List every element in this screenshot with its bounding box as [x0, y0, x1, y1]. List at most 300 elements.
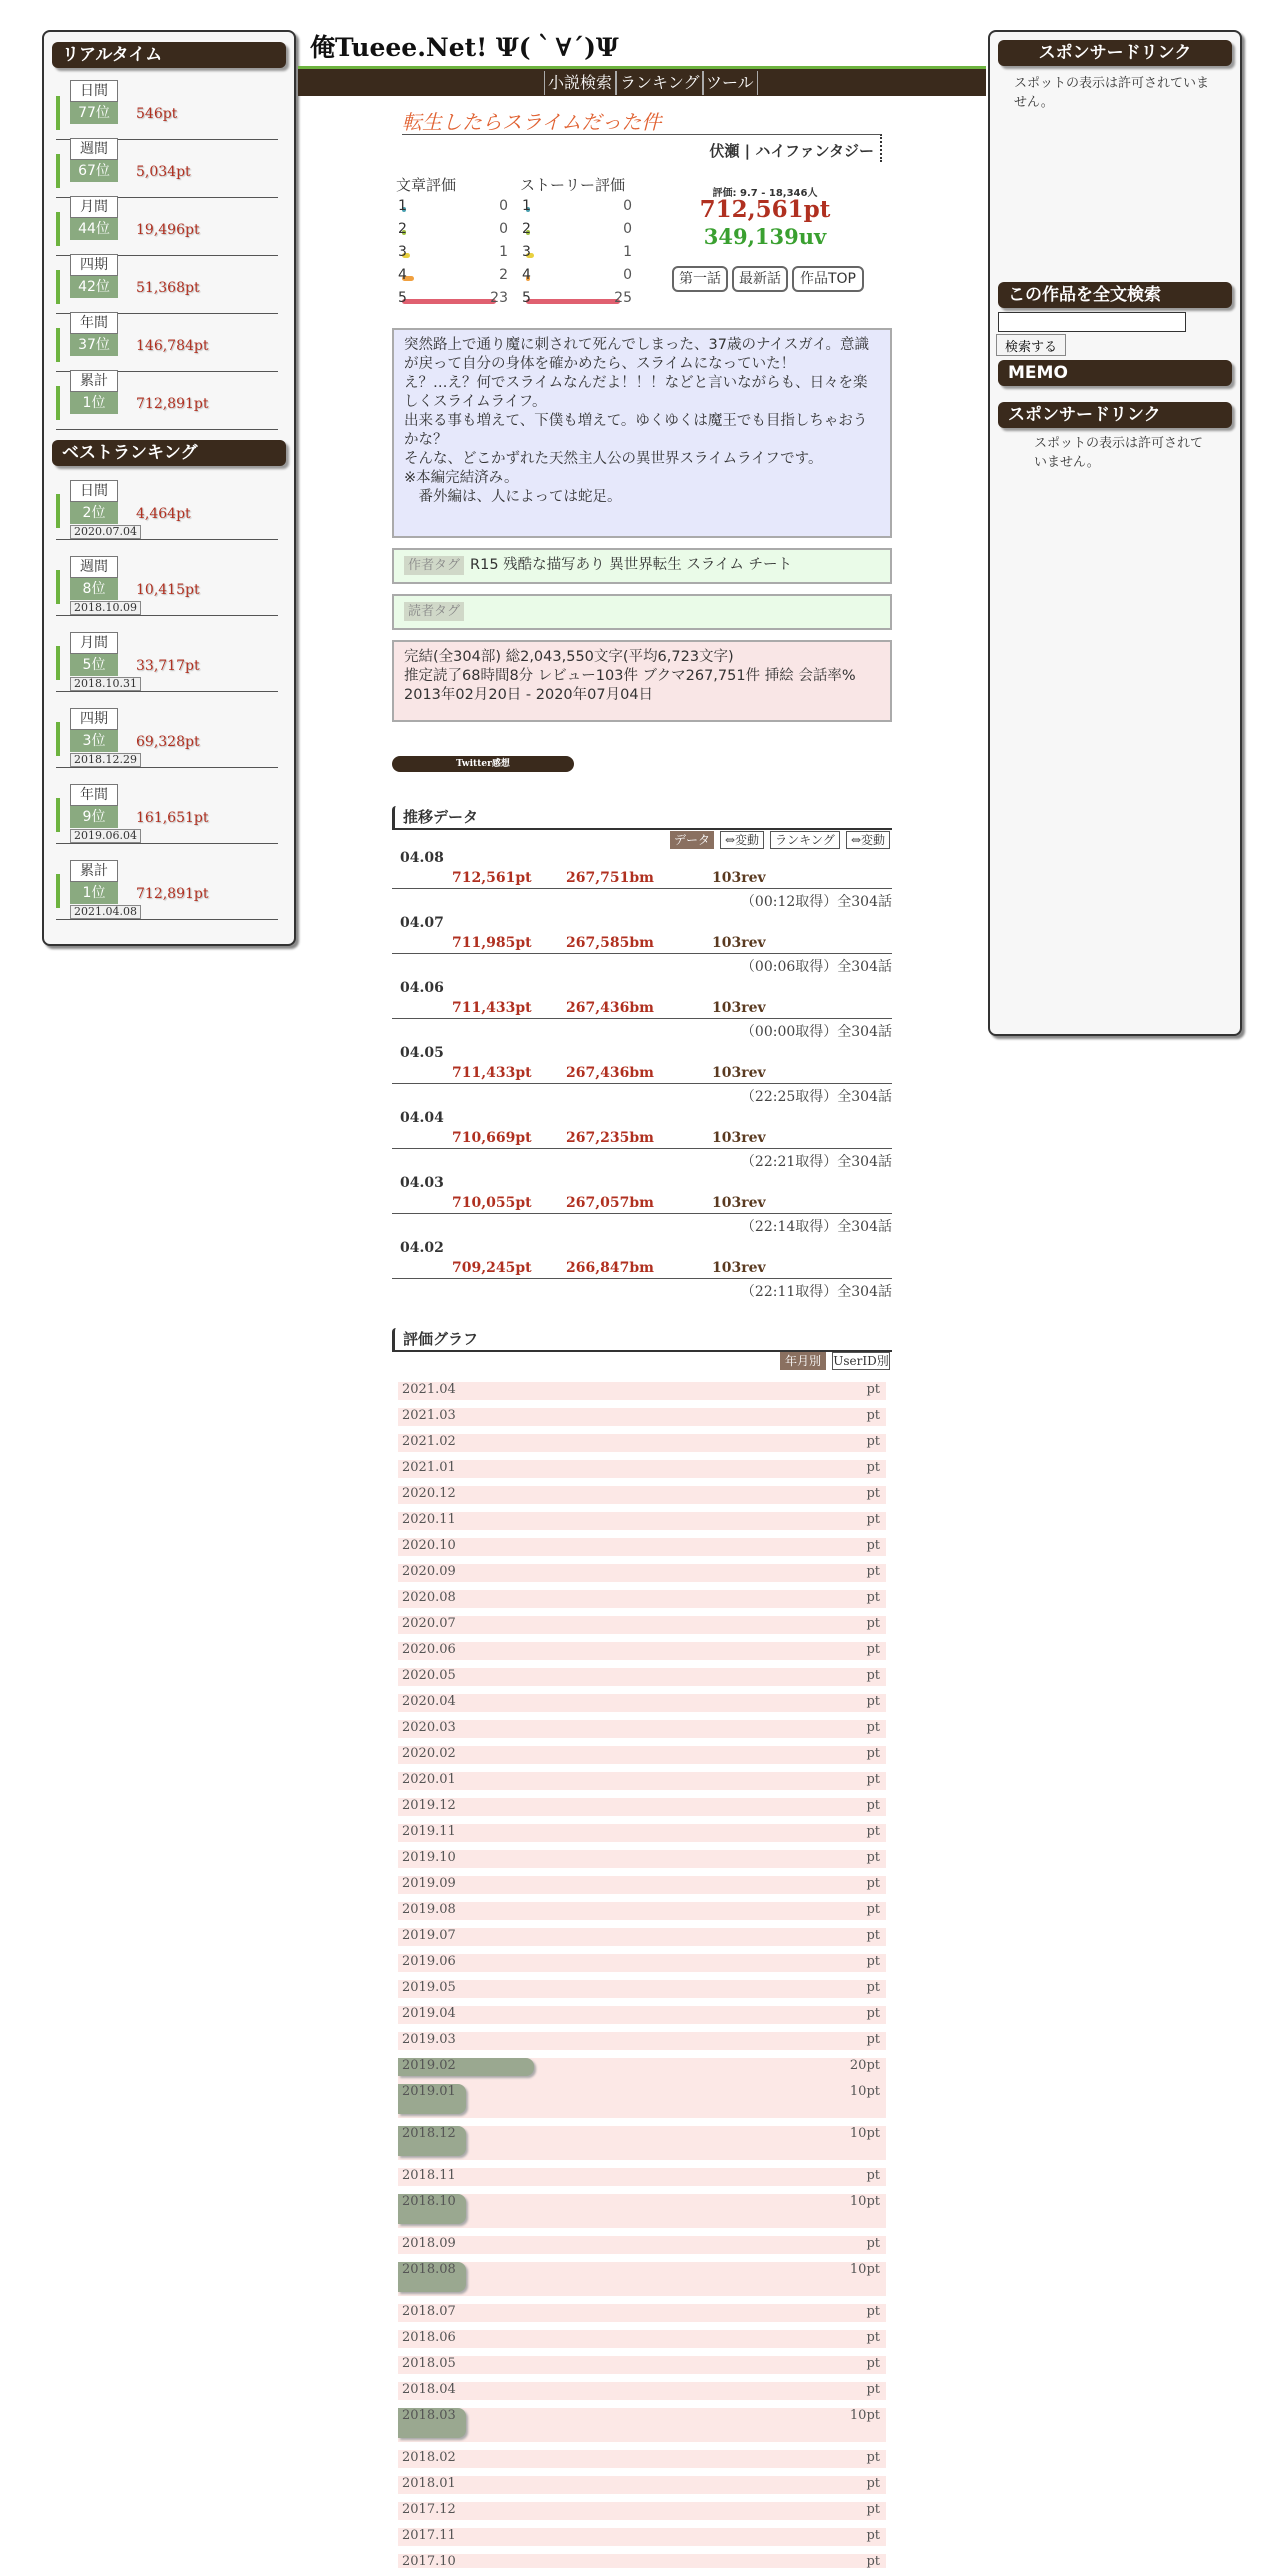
- trend-divider: [392, 1018, 892, 1019]
- graph-month: 2018.10: [402, 2194, 456, 2209]
- graph-value: pt: [866, 2032, 880, 2047]
- graph-month: 2020.06: [402, 1642, 456, 1657]
- graph-row: [398, 2304, 886, 2322]
- trend-row: [392, 915, 892, 980]
- graph-month: 2021.01: [402, 1460, 456, 1475]
- nav-novel-search[interactable]: 小説検索: [544, 71, 616, 95]
- graph-row: [398, 1798, 886, 1816]
- trend-divider: [392, 1083, 892, 1084]
- graph-month: 2018.08: [402, 2262, 456, 2277]
- trend-tab-ranking[interactable]: ランキング: [770, 831, 840, 849]
- best-ranking-row[interactable]: [56, 784, 278, 844]
- trend-fetch-time: （22:11取得）全304話: [740, 1284, 892, 1300]
- trend-reviews: 103rev: [712, 935, 766, 951]
- eval-score: 1: [398, 198, 407, 214]
- eval-row: [398, 267, 508, 289]
- graph-month: 2018.04: [402, 2382, 456, 2397]
- graph-value: pt: [866, 1564, 880, 1579]
- graph-month: 2020.01: [402, 1772, 456, 1787]
- graph-row: [398, 1720, 886, 1738]
- memo-header: MEMO: [998, 360, 1232, 386]
- graph-month: 2020.08: [402, 1590, 456, 1605]
- graph-month: 2019.08: [402, 1902, 456, 1917]
- eval-score: 2: [522, 221, 531, 237]
- graph-month: 2018.07: [402, 2304, 456, 2319]
- ranking-date: 2018.12.29: [70, 753, 141, 767]
- graph-value: pt: [866, 1486, 880, 1501]
- graph-month: 2020.12: [402, 1486, 456, 1501]
- graph-row: [398, 1434, 886, 1452]
- eval-row: [398, 244, 508, 266]
- sponsor-header: スポンサードリンク: [998, 40, 1232, 66]
- bun-label: 文章評価: [396, 176, 457, 194]
- ranking-date: 2018.10.31: [70, 677, 141, 691]
- graph-month: 2019.12: [402, 1798, 456, 1813]
- ranking-date: 2019.06.04: [70, 829, 141, 843]
- eval-count: 0: [623, 198, 632, 214]
- graph-row: [398, 1460, 886, 1478]
- graph-row: [398, 1486, 886, 1504]
- graph-row: [398, 1824, 886, 1842]
- graph-value: pt: [866, 1538, 880, 1553]
- trend-fetch-time: （22:14取得）全304話: [740, 1219, 892, 1235]
- sponsor-text: スポットの表示は許可されていません。: [1014, 76, 1210, 110]
- fulltext-search-header: この作品を全文検索: [998, 282, 1232, 308]
- green-bar-icon: [56, 722, 60, 756]
- ranking-position: 44位: [70, 218, 118, 240]
- graph-month: 2020.11: [402, 1512, 456, 1527]
- eval-row: [522, 198, 632, 220]
- ranking-points: 10,415pt: [136, 582, 200, 598]
- synopsis: 突然路上で通り魔に刺されて死んでしまった、37歳のナイスガイ。意識が戻って自分の身体を確かめたら、スライムになっていた！ え？…え？何でスライムなんだよ！！！などと言いながらも、日々を楽しくスライムライフ。 出来る事も増えて、下僕も増えて。ゆくゆくは魔王でも目指しちゃおうかな？ そんな、どこかずれた天然主人公の異世界スライムライフです。 ※本編完結済み。 番外編は、人によっては蛇足。: [392, 328, 892, 538]
- trend-date: 04.06: [400, 980, 444, 996]
- graph-row: [398, 1928, 886, 1946]
- graph-row: [398, 2032, 886, 2050]
- ranking-period: 累計: [70, 370, 118, 392]
- sponsor2-header: スポンサードリンク: [998, 402, 1232, 428]
- trend-reviews: 103rev: [712, 1000, 766, 1016]
- novel-top-button[interactable]: 作品TOP: [792, 266, 864, 292]
- eval-row: [522, 244, 632, 266]
- graph-row: [398, 2382, 886, 2400]
- ranking-position: 1位: [70, 882, 118, 904]
- graph-row: [398, 2450, 886, 2468]
- ranking-position: 2位: [70, 502, 118, 524]
- graph-month: 2020.10: [402, 1538, 456, 1553]
- graph-month: 2017.12: [402, 2502, 456, 2517]
- green-bar-icon: [56, 386, 60, 420]
- trend-bookmarks: 267,235bm: [566, 1130, 654, 1146]
- trend-tab-change[interactable]: ⇔変動: [720, 831, 764, 849]
- eval-count: 2: [499, 267, 508, 283]
- graph-row: [398, 1746, 886, 1764]
- graph-row: [398, 1382, 886, 1400]
- best-ranking-header: ベストランキング: [52, 440, 286, 466]
- graph-row: [398, 1876, 886, 1894]
- eval-score: 2: [398, 221, 407, 237]
- graph-value: pt: [866, 2236, 880, 2251]
- author-tag-list[interactable]: R15 残酷な描写あり 異世界転生 スライム チート: [470, 557, 793, 573]
- graph-value: pt: [866, 1928, 880, 1943]
- right-sidebar: [988, 30, 1242, 1036]
- graph-row: [398, 2236, 886, 2254]
- graph-month: 2019.01: [402, 2084, 456, 2099]
- fulltext-search-button[interactable]: 検索する: [996, 334, 1066, 356]
- eval-score: 3: [398, 244, 407, 260]
- eval-count: 1: [623, 244, 632, 260]
- trend-divider: [392, 1278, 892, 1279]
- graph-row: [398, 1538, 886, 1556]
- graph-value: 10pt: [849, 2084, 880, 2099]
- ranking-points: 4,464pt: [136, 506, 191, 522]
- trend-bookmarks: 267,585bm: [566, 935, 654, 951]
- trend-points: 711,433pt: [452, 1000, 532, 1016]
- eval-count: 0: [623, 267, 632, 283]
- graph-value: pt: [866, 1460, 880, 1475]
- ranking-row[interactable]: [56, 370, 278, 430]
- graph-value: pt: [866, 2330, 880, 2345]
- ranking-position: 77位: [70, 102, 118, 124]
- best-ranking-row[interactable]: [56, 860, 278, 920]
- ranking-row[interactable]: [56, 196, 278, 256]
- graph-month: 2017.10: [402, 2554, 456, 2568]
- graph-value: pt: [866, 2382, 880, 2397]
- graph-month: 2018.06: [402, 2330, 456, 2345]
- graph-value: pt: [866, 2356, 880, 2371]
- trend-fetch-time: （22:21取得）全304話: [740, 1154, 892, 1170]
- trend-fetch-time: （22:25取得）全304話: [740, 1089, 892, 1105]
- graph-row: [398, 2262, 886, 2296]
- twitter-button[interactable]: Twitter感想: [392, 756, 574, 772]
- graph-month: 2017.11: [402, 2528, 456, 2543]
- green-bar-icon: [56, 798, 60, 832]
- eval-row: [522, 221, 632, 243]
- graph-value: 20pt: [849, 2058, 880, 2073]
- genre[interactable]: ハイファンタジー: [755, 142, 874, 160]
- ranking-points: 161,651pt: [136, 810, 209, 826]
- graph-value: pt: [866, 1642, 880, 1657]
- graph-row: [398, 1564, 886, 1582]
- graph-value: pt: [866, 1382, 880, 1397]
- site-title[interactable]: 俺Tueee.Net! Ψ(｀∀´)Ψ: [310, 33, 619, 62]
- graph-value: pt: [866, 2006, 880, 2021]
- graph-value: pt: [866, 1590, 880, 1605]
- ranking-row[interactable]: [56, 312, 278, 372]
- graph-month: 2018.05: [402, 2356, 456, 2371]
- ranking-position: 3位: [70, 730, 118, 752]
- trend-reviews: 103rev: [712, 1260, 766, 1276]
- graph-row: [398, 2006, 886, 2024]
- trend-row: [392, 1175, 892, 1240]
- trend-points: 712,561pt: [452, 870, 532, 886]
- graph-row: [398, 1616, 886, 1634]
- trend-tab-data[interactable]: データ: [670, 831, 714, 849]
- trend-divider: [392, 953, 892, 954]
- trend-bookmarks: 267,751bm: [566, 870, 654, 886]
- ranking-position: 67位: [70, 160, 118, 182]
- info-line-3: 2013年02月20日 - 2020年07月04日: [404, 687, 654, 703]
- ranking-position: 42位: [70, 276, 118, 298]
- fulltext-search-input[interactable]: [998, 312, 1186, 332]
- graph-month: 2020.09: [402, 1564, 456, 1579]
- graph-row: [398, 2554, 886, 2568]
- trend-divider: [392, 888, 892, 889]
- graph-row: [398, 1642, 886, 1660]
- graph-value: 10pt: [849, 2126, 880, 2141]
- trend-row: [392, 850, 892, 915]
- graph-month: 2019.04: [402, 2006, 456, 2021]
- author-tag-label: 作者タグ: [404, 556, 464, 575]
- latest-episode-button[interactable]: 最新話: [732, 266, 788, 292]
- ranking-points: 51,368pt: [136, 280, 200, 296]
- trend-reviews: 103rev: [712, 1130, 766, 1146]
- graph-value: 10pt: [849, 2262, 880, 2277]
- best-ranking-row[interactable]: [56, 480, 278, 540]
- eval-bar: [526, 299, 620, 304]
- eval-score: 5: [398, 290, 407, 306]
- eval-row: [522, 267, 632, 289]
- graph-value: pt: [866, 2304, 880, 2319]
- graph-value: pt: [866, 2476, 880, 2491]
- novel-title[interactable]: 転生したらスライムだった件: [402, 110, 662, 134]
- graph-row: [398, 2330, 886, 2348]
- green-bar-icon: [56, 270, 60, 304]
- trend-date: 04.02: [400, 1240, 444, 1256]
- eval-count: 23: [490, 290, 508, 306]
- info-line-2: 推定読了68時間8分 レビュー103件 ブクマ267,751件 挿絵 会話率%: [404, 668, 856, 684]
- main-nav: [298, 66, 986, 96]
- graph-month: 2019.06: [402, 1954, 456, 1969]
- graph-month: 2020.07: [402, 1616, 456, 1631]
- graph-row: [398, 1512, 886, 1530]
- trend-bookmarks: 267,436bm: [566, 1000, 654, 1016]
- trend-header: 推移データ: [392, 806, 892, 830]
- ranking-period: 四期: [70, 708, 118, 730]
- ranking-points: 69,328pt: [136, 734, 200, 750]
- eval-score: 4: [398, 267, 407, 283]
- graph-row: [398, 2408, 886, 2442]
- reader-tag-label: 読者タグ: [404, 602, 464, 621]
- graph-month: 2020.03: [402, 1720, 456, 1735]
- ranking-points: 19,496pt: [136, 222, 200, 238]
- eval-score: 5: [522, 290, 531, 306]
- best-ranking-row[interactable]: [56, 632, 278, 692]
- graph-value: pt: [866, 1798, 880, 1813]
- trend-row: [392, 1110, 892, 1175]
- realtime-header: リアルタイム: [52, 42, 286, 68]
- green-bar-icon: [56, 646, 60, 680]
- story-label: ストーリー評価: [520, 176, 626, 194]
- sponsor2-text: スポットの表示は許可されていません。: [1034, 436, 1204, 470]
- ranking-date: 2021.04.08: [70, 905, 141, 919]
- author-tags: [392, 548, 892, 584]
- graph-month: 2021.04: [402, 1382, 456, 1397]
- graph-row: [398, 1980, 886, 1998]
- ranking-date: 2020.07.04: [70, 525, 141, 539]
- graph-row: [398, 2084, 886, 2118]
- graph-value: pt: [866, 1876, 880, 1891]
- separator: |: [744, 142, 751, 160]
- trend-divider: [392, 1213, 892, 1214]
- left-sidebar: [42, 30, 296, 946]
- green-bar-icon: [56, 212, 60, 246]
- eval-bar: [402, 299, 496, 304]
- eval-count: 25: [614, 290, 632, 306]
- green-bar-icon: [56, 328, 60, 362]
- green-bar-icon: [56, 570, 60, 604]
- trend-row: [392, 1240, 892, 1305]
- ranking-period: 月間: [70, 196, 118, 218]
- trend-reviews: 103rev: [712, 1065, 766, 1081]
- graph-month: 2019.07: [402, 1928, 456, 1943]
- eval-count: 1: [499, 244, 508, 260]
- graph-month: 2019.05: [402, 1980, 456, 1995]
- graph-tab-month[interactable]: 年月別: [780, 1352, 826, 1370]
- ranking-row[interactable]: [56, 80, 278, 140]
- graph-value: pt: [866, 1616, 880, 1631]
- graph-value: pt: [866, 1434, 880, 1449]
- reader-tags: [392, 594, 892, 630]
- trend-reviews: 103rev: [712, 1195, 766, 1211]
- nav-tools[interactable]: ツール: [702, 71, 758, 95]
- eval-score: 4: [522, 267, 531, 283]
- ranking-period: 年間: [70, 312, 118, 334]
- ranking-period: 週間: [70, 138, 118, 160]
- ranking-period: 年間: [70, 784, 118, 806]
- graph-value: pt: [866, 1824, 880, 1839]
- best-ranking-row[interactable]: [56, 556, 278, 616]
- graph-row: [398, 1850, 886, 1868]
- graph-row: [398, 1694, 886, 1712]
- trend-bookmarks: 267,436bm: [566, 1065, 654, 1081]
- trend-tab-rank-change[interactable]: ⇔変動: [846, 831, 890, 849]
- graph-row: [398, 1668, 886, 1686]
- graph-month: 2018.02: [402, 2450, 456, 2465]
- graph-row: [398, 2528, 886, 2546]
- trend-fetch-time: （00:00取得）全304話: [740, 1024, 892, 1040]
- graph-row: [398, 2168, 886, 2186]
- ranking-period: 月間: [70, 632, 118, 654]
- ranking-points: 146,784pt: [136, 338, 209, 354]
- trend-date: 04.05: [400, 1045, 444, 1061]
- eval-score: 3: [522, 244, 531, 260]
- first-episode-button[interactable]: 第一話: [672, 266, 728, 292]
- score-meta: 評価: 9.7 - 18,346人: [712, 188, 818, 199]
- trend-points: 710,669pt: [452, 1130, 532, 1146]
- total-uv: 349,139uv: [703, 224, 827, 249]
- ranking-date: 2018.10.09: [70, 601, 141, 615]
- trend-points: 711,985pt: [452, 935, 532, 951]
- ranking-row[interactable]: [56, 254, 278, 314]
- graph-value: pt: [866, 1954, 880, 1969]
- graph-value: pt: [866, 1512, 880, 1527]
- trend-points: 711,433pt: [452, 1065, 532, 1081]
- graph-row: [398, 2476, 886, 2494]
- trend-reviews: 103rev: [712, 870, 766, 886]
- ranking-period: 週間: [70, 556, 118, 578]
- eval-row: [398, 221, 508, 243]
- novel-info: [392, 640, 892, 722]
- graph-row: [398, 2126, 886, 2160]
- eval-score: 1: [522, 198, 531, 214]
- graph-month: 2020.02: [402, 1746, 456, 1761]
- author-name[interactable]: 伏瀬: [709, 142, 740, 160]
- graph-value: pt: [866, 2528, 880, 2543]
- nav-ranking[interactable]: ランキング: [616, 71, 704, 95]
- trend-fetch-time: （00:06取得）全304話: [740, 959, 892, 975]
- graph-value: pt: [866, 1850, 880, 1865]
- graph-month: 2021.03: [402, 1408, 456, 1423]
- eval-row: [398, 290, 508, 312]
- graph-row: [398, 2356, 886, 2374]
- graph-value: pt: [866, 1694, 880, 1709]
- graph-value: pt: [866, 1668, 880, 1683]
- ranking-points: 5,034pt: [136, 164, 191, 180]
- graph-row: [398, 2502, 886, 2520]
- graph-month: 2019.03: [402, 2032, 456, 2047]
- ranking-period: 累計: [70, 860, 118, 882]
- trend-date: 04.04: [400, 1110, 444, 1126]
- green-bar-icon: [56, 494, 60, 528]
- graph-tab-userid[interactable]: UserID別: [833, 1354, 889, 1368]
- graph-month: 2018.11: [402, 2168, 456, 2183]
- graph-month: 2018.01: [402, 2476, 456, 2491]
- graph-value: 10pt: [849, 2408, 880, 2423]
- graph-value: pt: [866, 2168, 880, 2183]
- graph-value: pt: [866, 1720, 880, 1735]
- ranking-position: 1位: [70, 392, 118, 414]
- trend-row: [392, 1045, 892, 1110]
- graph-month: 2021.02: [402, 1434, 456, 1449]
- ranking-row[interactable]: [56, 138, 278, 198]
- graph-row: [398, 2194, 886, 2228]
- info-line-1: 完結(全304部) 総2,043,550文字(平均6,723文字): [404, 649, 734, 665]
- graph-month: 2020.04: [402, 1694, 456, 1709]
- ranking-position: 8位: [70, 578, 118, 600]
- graph-value: pt: [866, 2554, 880, 2568]
- green-bar-icon: [56, 874, 60, 908]
- green-bar-icon: [56, 154, 60, 188]
- graph-month: 2020.05: [402, 1668, 456, 1683]
- graph-value: pt: [866, 1902, 880, 1917]
- author-genre: [709, 140, 874, 161]
- trend-bookmarks: 267,057bm: [566, 1195, 654, 1211]
- graph-value: pt: [866, 2450, 880, 2465]
- eval-count: 0: [499, 198, 508, 214]
- graph-header: 評価グラフ: [392, 1328, 892, 1352]
- graph-row: [398, 1902, 886, 1920]
- trend-points: 709,245pt: [452, 1260, 532, 1276]
- ranking-period: 四期: [70, 254, 118, 276]
- trend-date: 04.08: [400, 850, 444, 866]
- eval-count: 0: [499, 221, 508, 237]
- graph-row: [398, 1408, 886, 1426]
- graph-value: pt: [866, 1746, 880, 1761]
- graph-month: 2019.02: [402, 2058, 456, 2073]
- graph-month: 2018.12: [402, 2126, 456, 2141]
- graph-value: pt: [866, 1980, 880, 1995]
- graph-month: 2019.10: [402, 1850, 456, 1865]
- trend-date: 04.03: [400, 1175, 444, 1191]
- graph-value: pt: [866, 2502, 880, 2517]
- eval-row: [522, 290, 632, 312]
- graph-month: 2019.09: [402, 1876, 456, 1891]
- ranking-period: 日間: [70, 80, 118, 102]
- ranking-period: 日間: [70, 480, 118, 502]
- ranking-points: 546pt: [136, 106, 178, 122]
- best-ranking-row[interactable]: [56, 708, 278, 768]
- trend-divider: [392, 1148, 892, 1149]
